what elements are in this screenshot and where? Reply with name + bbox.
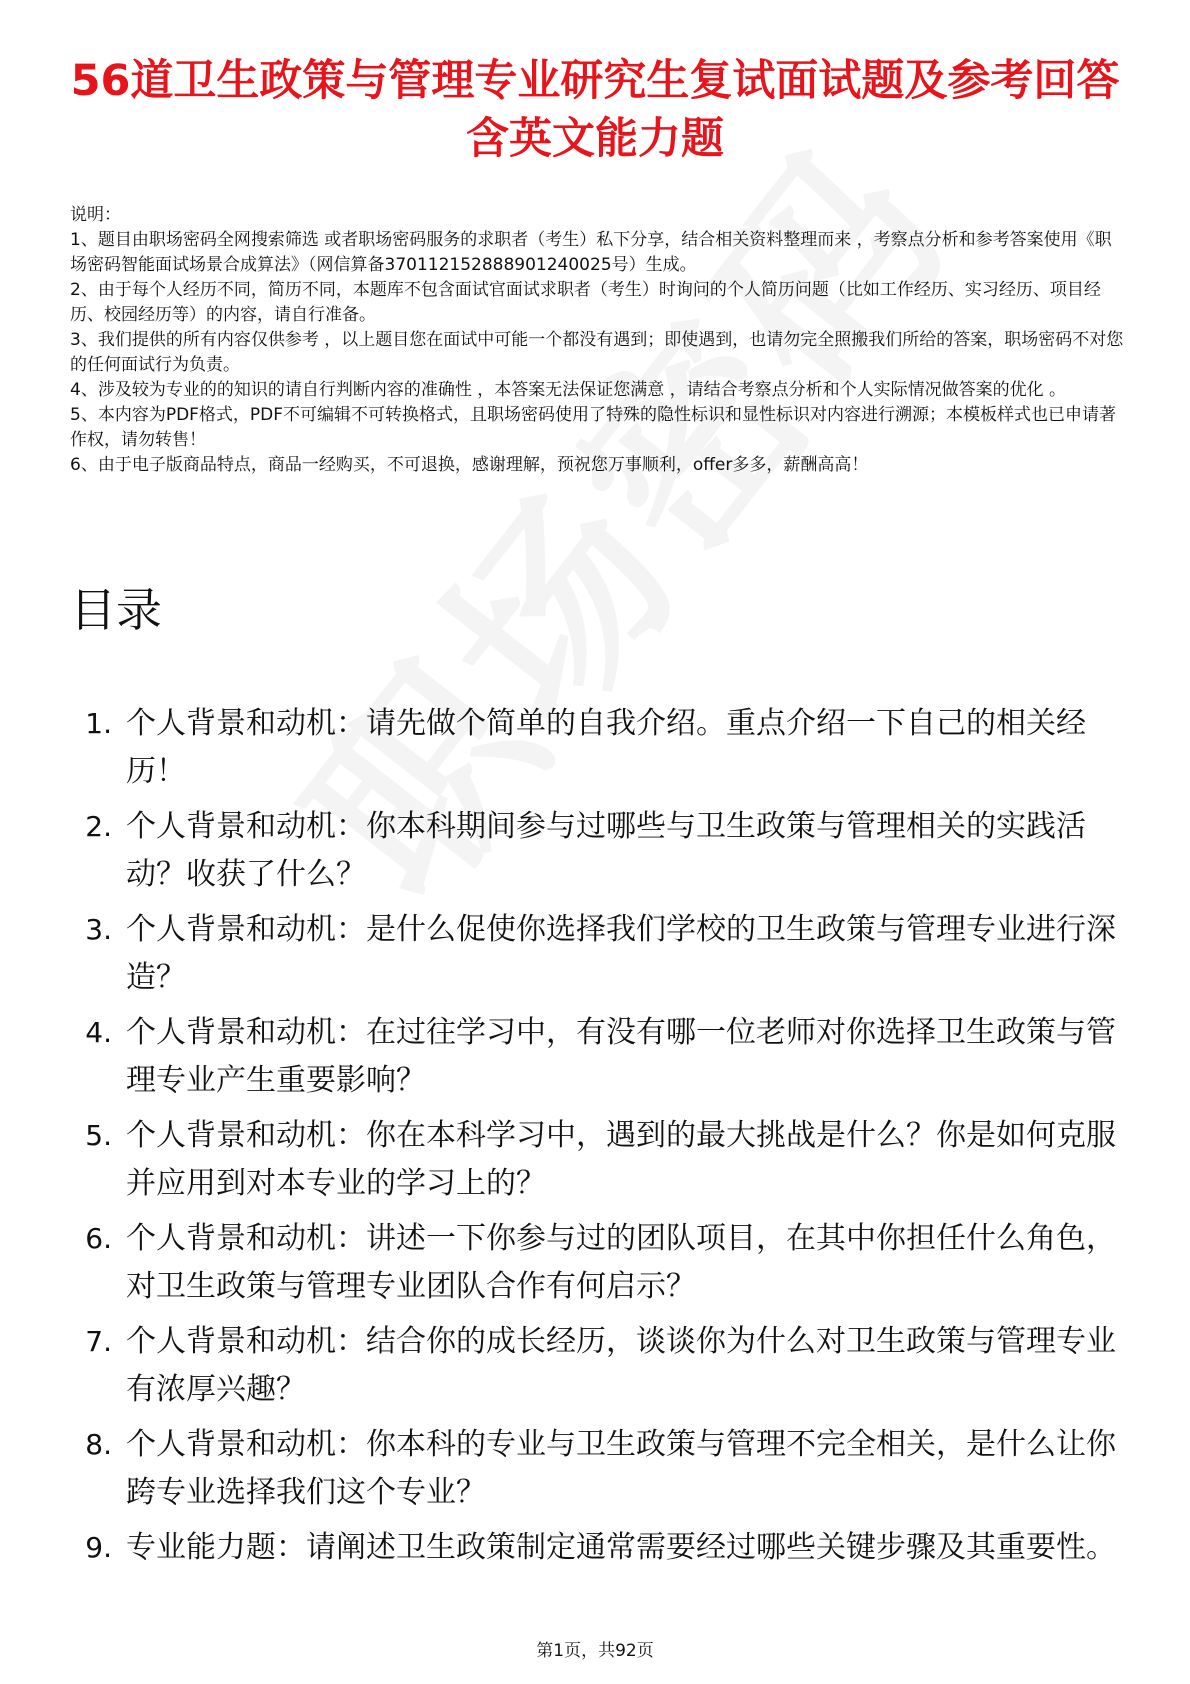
toc-item[interactable]: [70, 700, 1130, 803]
note-item: 1、题目由职场密码全网搜索筛选 或者职场密码服务的求职者（考生）私下分享，结合相关资料整理而来 ，考察点分析和参考答案使用《职场密码智能面试场景合成算法》（网信算备370112152888901240025号）生成。: [70, 230, 1112, 275]
toc-item[interactable]: [70, 906, 1130, 1009]
toc-item[interactable]: [70, 1009, 1130, 1112]
toc-item-number: 3.: [85, 913, 112, 946]
notes-heading: 说明：: [70, 205, 121, 225]
toc-item-number: 1.: [85, 707, 112, 740]
toc-item-text[interactable]: 个人背景和动机：是什么促使你选择我们学校的卫生政策与管理专业进行深造？: [126, 912, 1116, 995]
toc-item-text[interactable]: 个人背景和动机：请先做个简单的自我介绍。重点介绍一下自己的相关经历！: [126, 706, 1086, 789]
toc-item[interactable]: [70, 1112, 1130, 1215]
toc-heading: 目录: [70, 583, 162, 637]
toc-item-number: 8.: [85, 1428, 112, 1461]
notes-section: [70, 203, 1125, 478]
toc-item-text[interactable]: 个人背景和动机：你在本科学习中，遇到的最大挑战是什么？你是如何克服并应用到对本专业的学习上的？: [126, 1118, 1116, 1201]
toc-item-number: 4.: [85, 1016, 112, 1049]
document-title: 56道卫生政策与管理专业研究生复试面试题及参考回答含英文能力题: [70, 56, 1120, 164]
toc-item-text[interactable]: 个人背景和动机：讲述一下你参与过的团队项目，在其中你担任什么角色，对卫生政策与管理专业团队合作有何启示？: [126, 1221, 1116, 1304]
toc-item-text[interactable]: 专业能力题：请阐述卫生政策制定通常需要经过哪些关键步骤及其重要性。: [126, 1530, 1116, 1565]
toc-item[interactable]: [70, 1318, 1130, 1421]
toc-item-text[interactable]: 个人背景和动机：结合你的成长经历，谈谈你为什么对卫生政策与管理专业有浓厚兴趣？: [126, 1324, 1116, 1407]
toc-item-number: 6.: [85, 1222, 112, 1255]
note-item: 4、涉及较为专业的的知识的请自行判断内容的准确性 ，本答案无法保证您满意 ，请结合考察点分析和个人实际情况做答案的优化 。: [70, 380, 1067, 400]
toc-item[interactable]: [70, 1421, 1130, 1524]
page-footer: 第1页，共92页: [536, 1641, 654, 1661]
toc-item-number: 7.: [85, 1325, 112, 1358]
toc-item-text[interactable]: 个人背景和动机：在过往学习中，有没有哪一位老师对你选择卫生政策与管理专业产生重要影响？: [126, 1015, 1116, 1098]
note-item: 5、本内容为PDF格式，PDF不可编辑不可转换格式，且职场密码使用了特殊的隐性标识和显性标识对内容进行溯源；本模板样式也已申请著作权，请勿转售！: [70, 405, 1117, 450]
toc-item[interactable]: [70, 1524, 1130, 1627]
toc-item-text[interactable]: 个人背景和动机：你本科期间参与过哪些与卫生政策与管理相关的实践活动？收获了什么？: [126, 809, 1086, 892]
note-item: 3、我们提供的所有内容仅供参考 ，以上题目您在面试中可能一个都没有遇到；即使遇到，也请勿完全照搬我们所给的答案，职场密码不对您的任何面试行为负责。: [70, 330, 1124, 375]
toc-list: [70, 700, 1130, 1627]
note-item: 2、由于每个人经历不同，简历不同，本题库不包含面试官面试求职者（考生）时询问的个人简历问题（比如工作经历、实习经历、项目经历、校园经历等）的内容，请自行准备。: [70, 280, 1101, 325]
toc-item-number: 2.: [85, 810, 112, 843]
toc-item-text[interactable]: 个人背景和动机：你本科的专业与卫生政策与管理不完全相关，是什么让你跨专业选择我们这个专业？: [126, 1427, 1116, 1510]
note-item: 6、由于电子版商品特点，商品一经购买，不可退换，感谢理解，预祝您万事顺利，offer多多，薪酬高高！: [70, 455, 869, 475]
toc-item[interactable]: [70, 803, 1130, 906]
toc-item-number: 9.: [85, 1531, 112, 1564]
toc-item-number: 5.: [85, 1119, 112, 1152]
toc-item[interactable]: [70, 1215, 1130, 1318]
